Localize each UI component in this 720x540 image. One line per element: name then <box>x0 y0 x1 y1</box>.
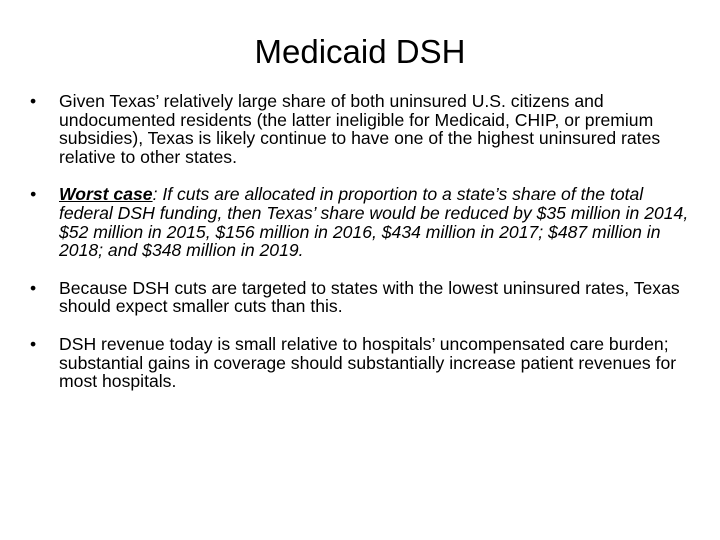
bullet-item-targeted-cuts <box>30 279 698 316</box>
bullet-marker: • <box>30 91 37 111</box>
bullet-text: If cuts are allocated in proportion to a state’s share of the total federal DSH funding, then Texas’ share would be reduced by $35 million in 2014, $52 million in 2015, $156 million in 2016, $434 million in 2017; $487 million in 2018; and $348 million in 2019. <box>59 184 689 261</box>
worst-case-label: Worst case <box>59 184 153 205</box>
bullet-item-texas-uninsured <box>30 92 698 166</box>
slide-title: Medicaid DSH <box>254 33 466 70</box>
bullet-item-worst-case <box>30 185 698 259</box>
bullet-list <box>30 92 698 410</box>
worst-case-colon: : <box>152 184 158 205</box>
bullet-marker: • <box>30 277 37 298</box>
bullet-marker: • <box>30 333 37 354</box>
bullet-text: DSH revenue today is small relative to hospitals’ uncompensated care burden; substantial gains in coverage should substantially increase patient revenues for most hospitals. <box>59 333 677 392</box>
bullet-item-dsh-revenue <box>30 335 698 391</box>
bullet-marker: • <box>30 184 37 205</box>
bullet-text: Because DSH cuts are targeted to states with the lowest uninsured rates, Texas should expect smaller cuts than this. <box>59 277 680 317</box>
bullet-text: Given Texas’ relatively large share of both uninsured U.S. citizens and undocumented residents (the latter ineligible for Medicaid, CHIP, or premium subsidies), Texas is likely continue to have one of the highest uninsured rates relative to other states. <box>59 91 661 167</box>
